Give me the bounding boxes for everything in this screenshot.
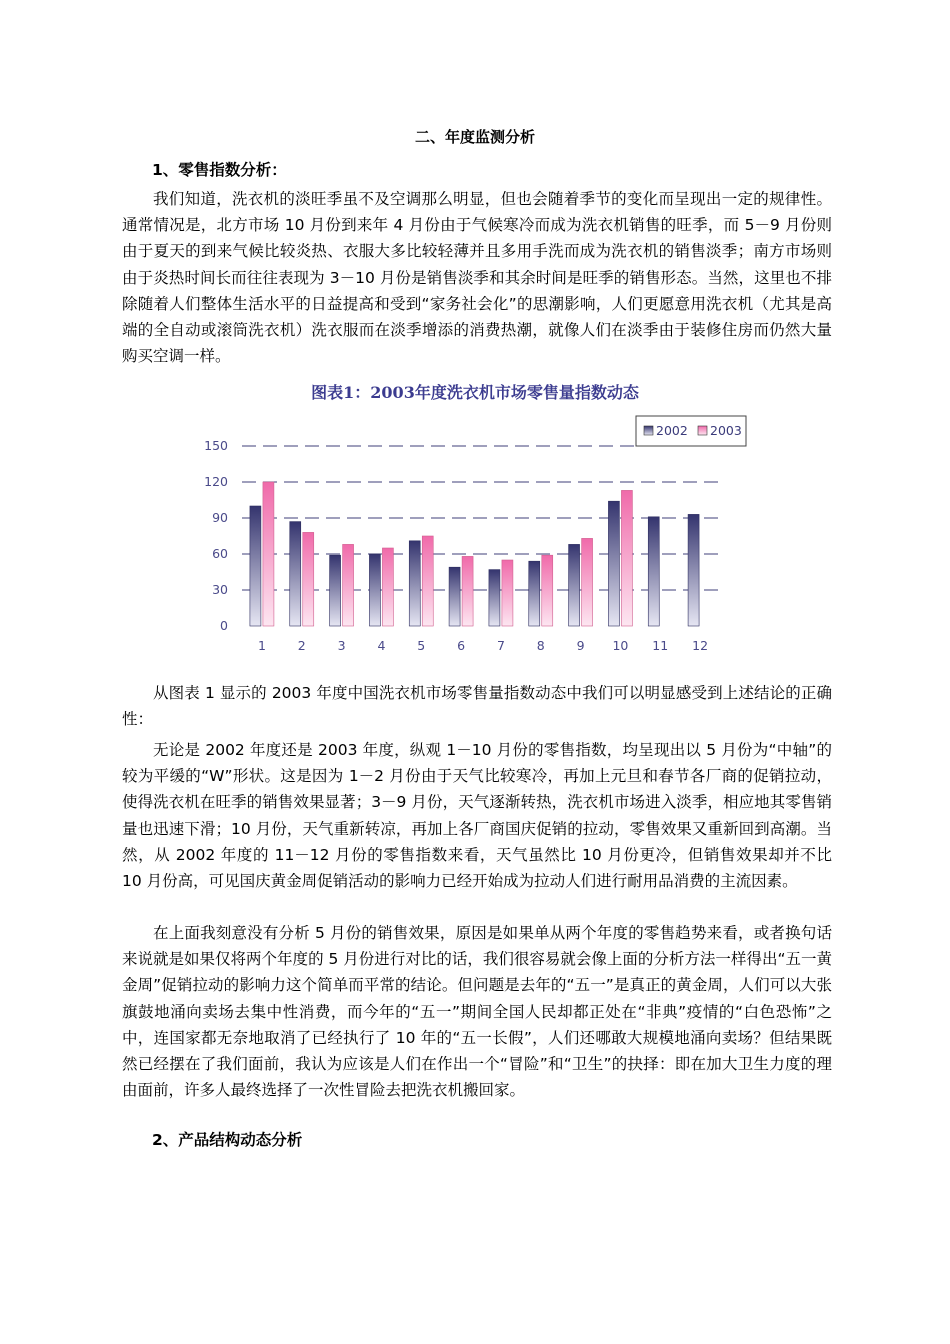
bar-2002-9: [569, 544, 580, 626]
paragraph-may-analysis: 在上面我刻意没有分析 5 月份的销售效果，原因是如果单从两个年度的零售趋势来看，或者换句话来说就是如果仅将两个年度的 5 月份进行对比的话，我们很容易就会像上面的分析方法一样得出“五一黄金周”促销拉动的影响力这个简单而平常的结论。但问题是去年的“五一”是真正的黄金周，人们可以大张旗鼓地涌向卖场去集中性消费，而今年的“五一”期间全国人民却都正处在“非典”疫情的“白色恐怖”之中，连国家都无奈地取消了已经执行了 10 年的“五一长假”，人们还哪敢大规模地涌向卖场？但结果既然已经摆在了我们面前，我认为应该是人们在作出一个“冒险”和“卫生”的抉择：即在加大卫生力度的理由面前，许多人最终选择了一次性冒险去把洗衣机搬回家。: [122, 924, 832, 1100]
y-tick-label: 120: [204, 474, 228, 489]
bar-2002-8: [529, 561, 540, 626]
section-heading-product-structure: 2、产品结构动态分析: [152, 1131, 303, 1149]
x-tick-label: 8: [536, 638, 545, 653]
bar-2003-4: [382, 548, 393, 626]
y-tick-label: 30: [212, 582, 228, 597]
bar-2002-5: [409, 541, 420, 626]
chart-title: 图表1：2003年度洗衣机市场零售量指数动态: [311, 383, 639, 402]
bar-2002-6: [449, 567, 460, 626]
x-tick-label: 3: [337, 638, 346, 653]
x-tick-label: 10: [612, 638, 629, 653]
bar-2003-3: [343, 544, 354, 626]
retail-index-bar-chart: [190, 410, 760, 660]
y-tick-label: 0: [220, 618, 228, 633]
x-tick-label: 5: [417, 638, 426, 653]
bar-2002-7: [489, 570, 500, 626]
y-tick-label: 150: [204, 438, 228, 453]
bar-2002-12: [688, 514, 699, 626]
x-tick-label: 2: [297, 638, 306, 653]
x-tick-label: 1: [257, 638, 266, 653]
bar-2002-3: [330, 555, 341, 626]
bar-2002-4: [369, 554, 380, 626]
x-tick-label: 12: [692, 638, 709, 653]
bar-2003-9: [582, 538, 593, 626]
bar-2002-2: [290, 522, 301, 626]
x-tick-label: 6: [457, 638, 466, 653]
bar-2002-11: [648, 517, 659, 626]
y-tick-label: 60: [212, 546, 228, 561]
paragraph-seasonality: 我们知道，洗衣机的淡旺季虽不及空调那么明显，但也会随着季节的变化而呈现出一定的规律性。通常情况是，北方市场 10 月份到来年 4 月份由于气候寒冷而成为洗衣机销售的旺季，而 5－9 月份则由于夏天的到来气候比较炎热、衣服大多比较轻薄并且多用手洗而成为洗衣机的销售淡季；南方市场则由于炎热时间长而往往表现为 3－10 月份是销售淡季和其余时间是旺季的销售形态。当然，这里也不排除随着人们整体生活水平的日益提高和受到“家务社会化”的思潮影响，人们更愿意用洗衣机（尤其是高端的全自动或滚筒洗衣机）洗衣服而在淡季增添的消费热潮，就像人们在淡季由于装修住房而仍然大量购买空调一样。: [122, 190, 832, 366]
legend-label-2003: 2003: [710, 423, 742, 438]
page-title: 二、年度监测分析: [414, 128, 535, 146]
x-tick-label: 4: [377, 638, 386, 653]
bar-2002-1: [250, 506, 261, 626]
y-tick-label: 90: [212, 510, 228, 525]
legend-swatch-2002: [644, 426, 653, 435]
bar-2003-7: [502, 560, 513, 626]
x-tick-label: 7: [496, 638, 505, 653]
bar-2003-10: [621, 490, 632, 626]
paragraph-w-shape: 无论是 2002 年度还是 2003 年度，纵观 1－10 月份的零售指数，均呈现出以 5 月份为“中轴”的较为平缓的“W”形状。这是因为 1－2 月份由于天气比较寒冷，再加上元旦和春节各厂商的促销拉动，使得洗衣机在旺季的销售效果显著；3－9 月份，天气逐渐转热，洗衣机市场进入淡季，相应地其零售销量也迅速下滑；10 月份，天气重新转凉，再加上各厂商国庆促销的拉动，零售效果又重新回到高潮。当然，从 2002 年度的 11－12 月份的零售指数来看，天气虽然比 10 月份更冷，但销售效果却并不比 10 月份高，可见国庆黄金周促销活动的影响力已经开始成为拉动人们进行耐用品消费的主流因素。: [122, 741, 832, 891]
section-heading-retail-index: 1、零售指数分析：: [152, 161, 287, 179]
bar-2003-2: [303, 532, 314, 626]
x-tick-label: 11: [652, 638, 669, 653]
bar-2002-10: [608, 501, 619, 626]
x-tick-label: 9: [576, 638, 585, 653]
paragraph-chart-intro: 从图表 1 显示的 2003 年度中国洗衣机市场零售量指数动态中我们可以明显感受到上述结论的正确性：: [122, 684, 832, 729]
bar-2003-5: [422, 536, 433, 626]
bar-2003-1: [263, 482, 274, 626]
chart-legend: [636, 416, 746, 446]
bar-2003-6: [462, 556, 473, 626]
legend-label-2002: 2002: [656, 423, 688, 438]
legend-swatch-2003: [698, 426, 707, 435]
bar-2003-8: [542, 555, 553, 626]
